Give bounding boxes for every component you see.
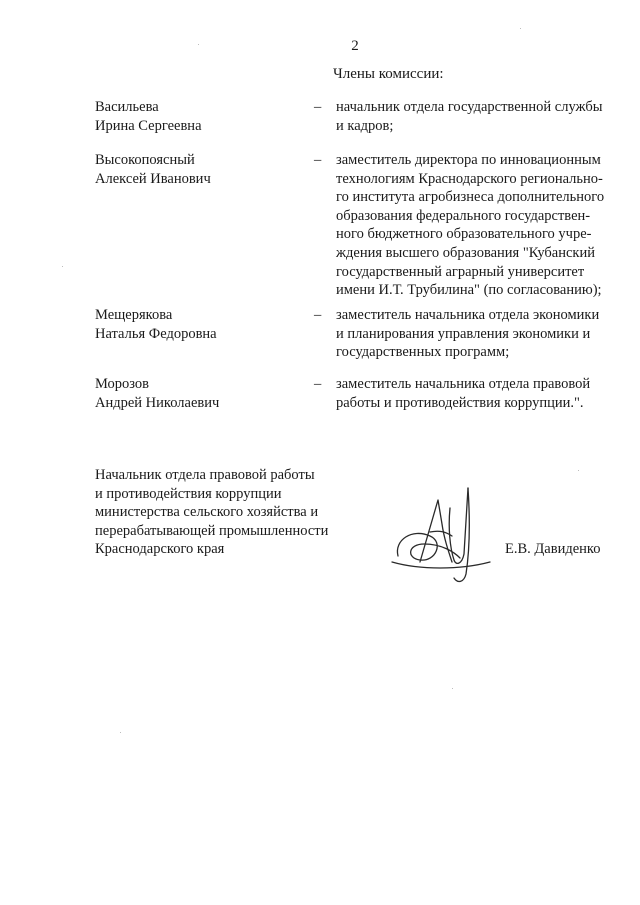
member-surname: Васильева	[95, 99, 159, 115]
role-line: го института агробизнеса дополнительного	[336, 189, 605, 206]
role-line: заместитель начальника отдела экономики	[336, 307, 600, 323]
signatory-position-line: перерабатывающей промышленности	[95, 522, 329, 539]
member-name	[95, 375, 305, 412]
member-surname: Мещерякова	[95, 307, 173, 323]
role-line: государственных программ;	[336, 344, 510, 361]
member-name	[95, 151, 305, 188]
signatory-position-line: министерства сельского хозяйства и	[95, 504, 319, 521]
scan-speck	[62, 266, 63, 267]
member-name	[95, 98, 305, 135]
member-given-names: Алексей Иванович	[95, 170, 211, 187]
role-line: начальник отдела государственной службы	[336, 99, 603, 115]
signatory-position-line: Краснодарского края	[95, 541, 225, 558]
page-number: 2	[351, 38, 359, 54]
member-given-names: Наталья Федоровна	[95, 325, 217, 342]
signatory-position-line: Начальник отдела правовой работы	[95, 467, 315, 483]
scan-speck	[520, 28, 521, 29]
scan-speck	[120, 732, 121, 733]
role-line: государственный аграрный университет	[336, 263, 585, 280]
scan-speck	[452, 688, 453, 689]
member-given-names: Андрей Николаевич	[95, 394, 220, 411]
scan-speck	[578, 470, 579, 471]
dash-separator: –	[314, 152, 322, 168]
role-line: ного бюджетного образовательного учре-	[336, 226, 592, 243]
role-line: образования федерального государствен-	[336, 207, 591, 224]
dash-separator: –	[314, 376, 322, 392]
signatory-name: Е.В. Давиденко	[505, 541, 601, 557]
signatory-position-line: и противодействия коррупции	[95, 485, 282, 502]
role-line: заместитель директора по инновационным	[336, 152, 601, 168]
member-name	[95, 306, 305, 343]
dash-separator: –	[314, 99, 322, 115]
member-role	[336, 306, 616, 362]
section-heading: Члены комиссии:	[333, 66, 444, 82]
dash-separator: –	[314, 307, 322, 323]
handwritten-signature	[390, 478, 500, 588]
scan-speck	[198, 44, 199, 45]
member-surname: Высокопоясный	[95, 152, 195, 168]
member-given-names: Ирина Сергеевна	[95, 117, 202, 134]
role-line: заместитель начальника отдела правовой	[336, 376, 591, 392]
member-role	[336, 151, 616, 300]
role-line: и планирования управления экономики и	[336, 325, 591, 342]
role-line: имени И.Т. Трубилина" (по согласованию);	[336, 282, 602, 299]
role-line: технологиям Краснодарского регионально-	[336, 170, 603, 187]
role-line: работы и противодействия коррупции.".	[336, 394, 584, 411]
member-role	[336, 98, 616, 135]
signatory-position	[95, 466, 365, 559]
role-line: и кадров;	[336, 117, 394, 134]
role-line: ждения высшего образования "Кубанский	[336, 244, 595, 261]
member-surname: Морозов	[95, 376, 150, 392]
member-role	[336, 375, 616, 412]
